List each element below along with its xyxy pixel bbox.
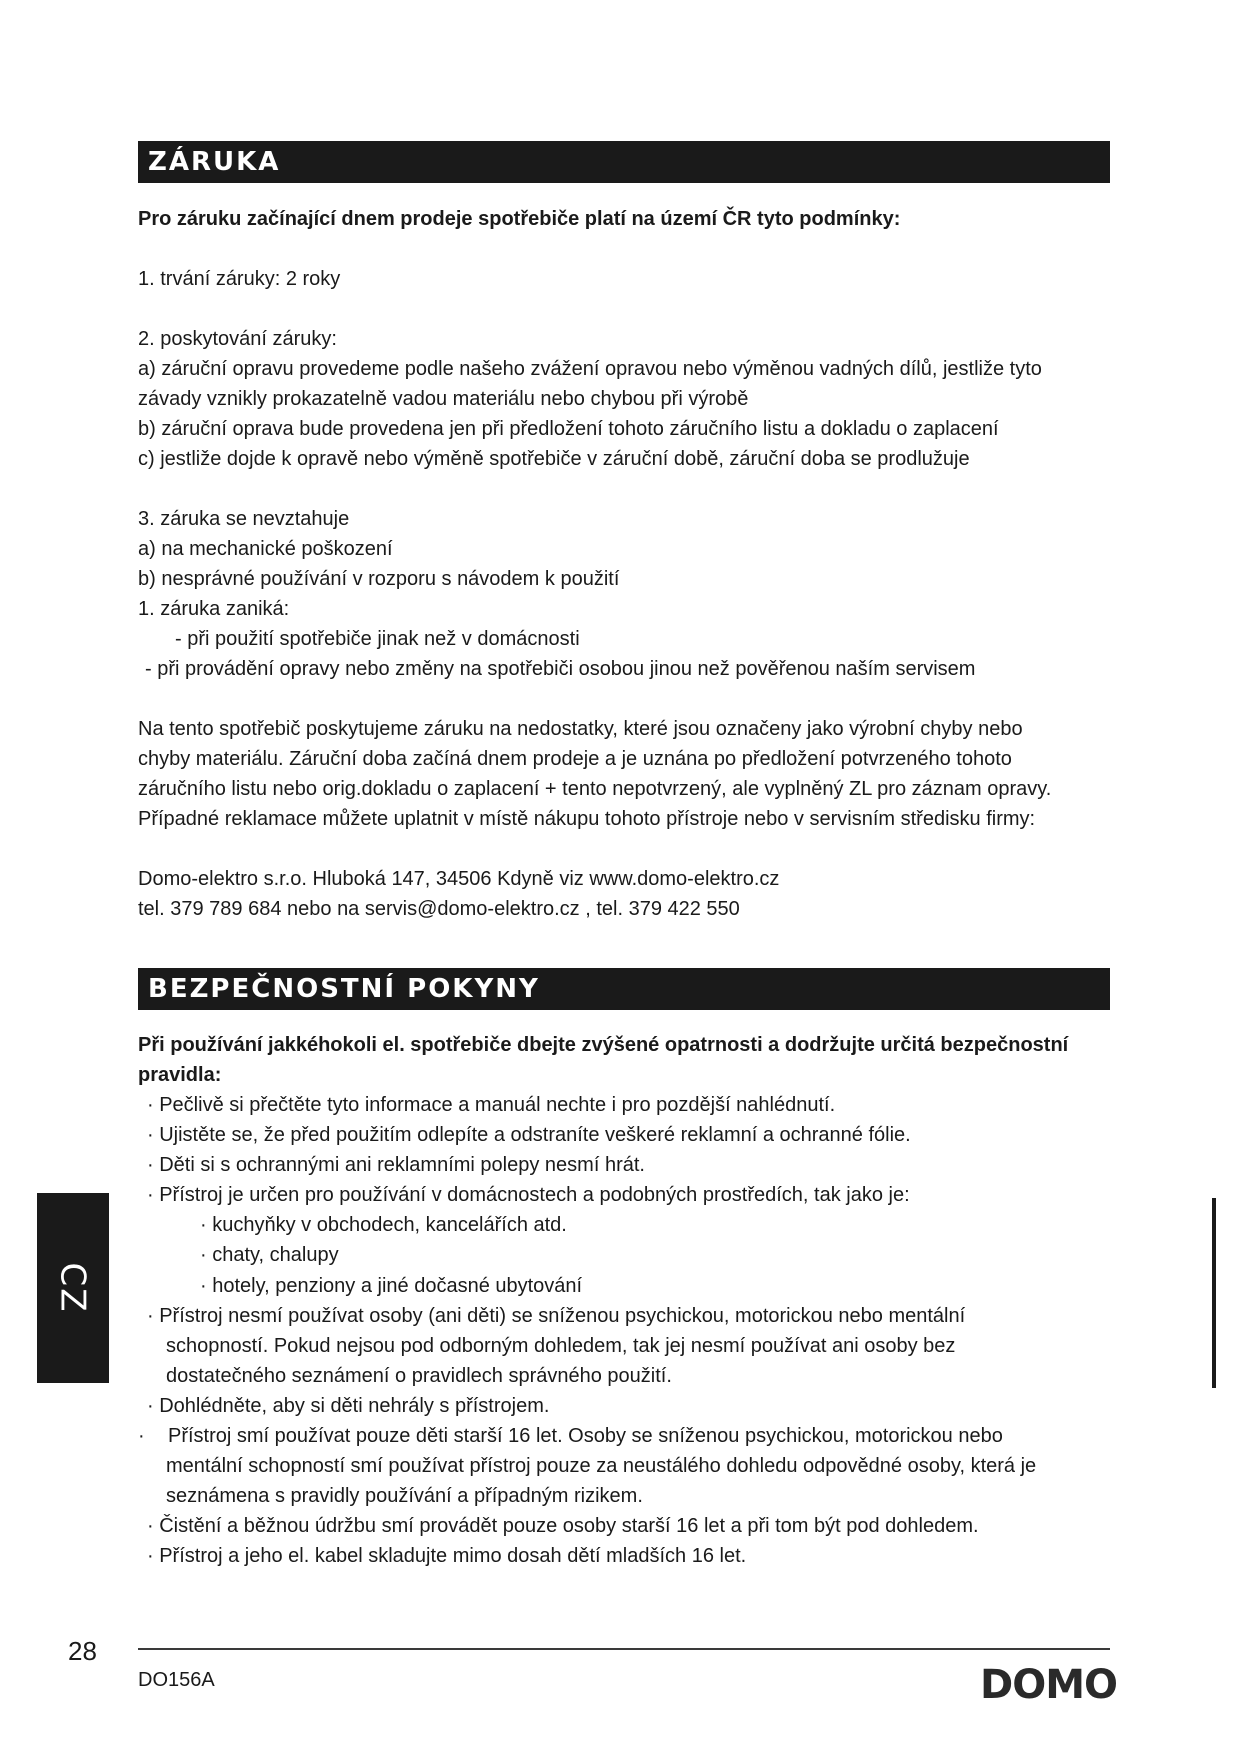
warranty-provision-c: c) jestliže dojde k opravě nebo výměně spotřebiče v záruční době, záruční doba se prodlužuje: [138, 448, 970, 470]
warranty-intro: Pro záruku začínající dnem prodeje spotřebiče platí na území ČR tyto podmínky:: [138, 208, 901, 230]
language-tab-label: CZ: [52, 1262, 93, 1314]
warranty-exclusion-heading: 3. záruka se nevztahuje: [138, 508, 350, 530]
model-number: DO156A: [138, 1669, 215, 1691]
warranty-provision-a: a) záruční opravu provedeme podle našeho zvážení opravou nebo výměnou vadných dílů, jestliže tyto: [138, 358, 1042, 380]
service-contact: tel. 379 789 684 nebo na servis@domo-elektro.cz , tel. 379 422 550: [138, 898, 740, 920]
footer-divider: [138, 1648, 1110, 1650]
safety-item-cont: dostatečného seznámení o pravidlech správného použití.: [166, 1365, 672, 1387]
safety-item: · Pečlivě si přečtěte tyto informace a manuál nechte i pro pozdější nahlédnutí.: [147, 1094, 836, 1116]
brand-logo: DOMO: [980, 1662, 1118, 1708]
safety-item: · Ujistěte se, že před použitím odlepíte a odstraníte veškeré reklamní a ochranné fólie.: [147, 1124, 911, 1146]
safety-item: · Děti si s ochrannými ani reklamními polepy nesmí hrát.: [147, 1154, 645, 1176]
warranty-provision-heading: 2. poskytování záruky:: [138, 328, 337, 350]
safety-item-cont: seznámena s pravidly používání a případným rizikem.: [166, 1485, 643, 1507]
safety-item: · Přístroj nesmí používat osoby (ani děti) se sníženou psychickou, motorickou nebo mentální: [147, 1305, 966, 1327]
warranty-expiry-item: - při použití spotřebiče jinak než v domácnosti: [175, 628, 580, 650]
safety-item: · Čistění a běžnou údržbu smí provádět pouze osoby starší 16 let a při tom být pod dohledem.: [147, 1515, 979, 1537]
page-edge-marker: [1212, 1198, 1216, 1388]
safety-item-cont: mentální schopností smí používat přístroj pouze za neustálého dohledu odpovědné osoby, která je: [166, 1455, 1037, 1477]
warranty-paragraph-line: Na tento spotřebič poskytujeme záruku na nedostatky, které jsou označeny jako výrobní chyby nebo: [138, 718, 1023, 740]
warranty-paragraph-line: záručního listu nebo orig.dokladu o zaplacení + tento nepotvrzený, ale vyplněný ZL pro záznam opravy.: [138, 778, 1052, 800]
warranty-provision-b: b) záruční oprava bude provedena jen při předložení tohoto záručního listu a dokladu o zaplacení: [138, 418, 999, 440]
warranty-paragraph-line: Případné reklamace můžete uplatnit v místě nákupu tohoto přístroje nebo v servisním středisku firmy:: [138, 808, 1036, 830]
safety-intro: Při používání jakkéhokoli el. spotřebiče dbejte zvýšené opatrnosti a dodržujte určitá bezpečnostní: [138, 1034, 1069, 1056]
safety-item: · Přístroj a jeho el. kabel skladujte mimo dosah dětí mladších 16 let.: [147, 1545, 747, 1567]
safety-item: Přístroj smí používat pouze děti starší 16 let. Osoby se sníženou psychickou, motorickou nebo: [168, 1425, 1003, 1447]
warranty-heading: ZÁRUKA: [138, 141, 1110, 183]
safety-subitem: · chaty, chalupy: [200, 1244, 339, 1266]
service-address: Domo-elektro s.r.o. Hluboká 147, 34506 Kdyně viz www.domo-elektro.cz: [138, 868, 780, 890]
warranty-provision-a-cont: závady vznikly prokazatelně vadou materiálu nebo chybou při výrobě: [138, 388, 749, 410]
warranty-exclusion-b: b) nesprávné používání v rozporu s návodem k použití: [138, 568, 620, 590]
warranty-expiry-item: - při provádění opravy nebo změny na spotřebiči osobou jinou než pověřenou naším servisem: [145, 658, 976, 680]
warranty-duration: 1. trvání záruky: 2 roky: [138, 268, 341, 290]
safety-subitem: · hotely, penziony a jiné dočasné ubytování: [200, 1275, 583, 1297]
safety-item: · Přístroj je určen pro používání v domácnostech a podobných prostředích, tak jako je:: [147, 1184, 910, 1206]
safety-heading: BEZPEČNOSTNÍ POKYNY: [138, 968, 1110, 1010]
warranty-exclusion-a: a) na mechanické poškození: [138, 538, 393, 560]
warranty-expiry-heading: 1. záruka zaniká:: [138, 598, 290, 620]
safety-item: · Dohlédněte, aby si děti nehrály s přístrojem.: [147, 1395, 550, 1417]
language-tab: [37, 1193, 109, 1383]
safety-subitem: · kuchyňky v obchodech, kancelářích atd.: [200, 1214, 567, 1236]
safety-item-cont: schopností. Pokud nejsou pod odborným dohledem, tak jej nesmí používat ani osoby bez: [166, 1335, 956, 1357]
warranty-paragraph-line: chyby materiálu. Záruční doba začíná dnem prodeje a je uznána po předložení potvrzeného tohoto: [138, 748, 1012, 770]
safety-intro-cont: pravidla:: [138, 1064, 222, 1086]
page-number: 28: [68, 1636, 97, 1666]
safety-bullet: ·: [138, 1425, 145, 1447]
